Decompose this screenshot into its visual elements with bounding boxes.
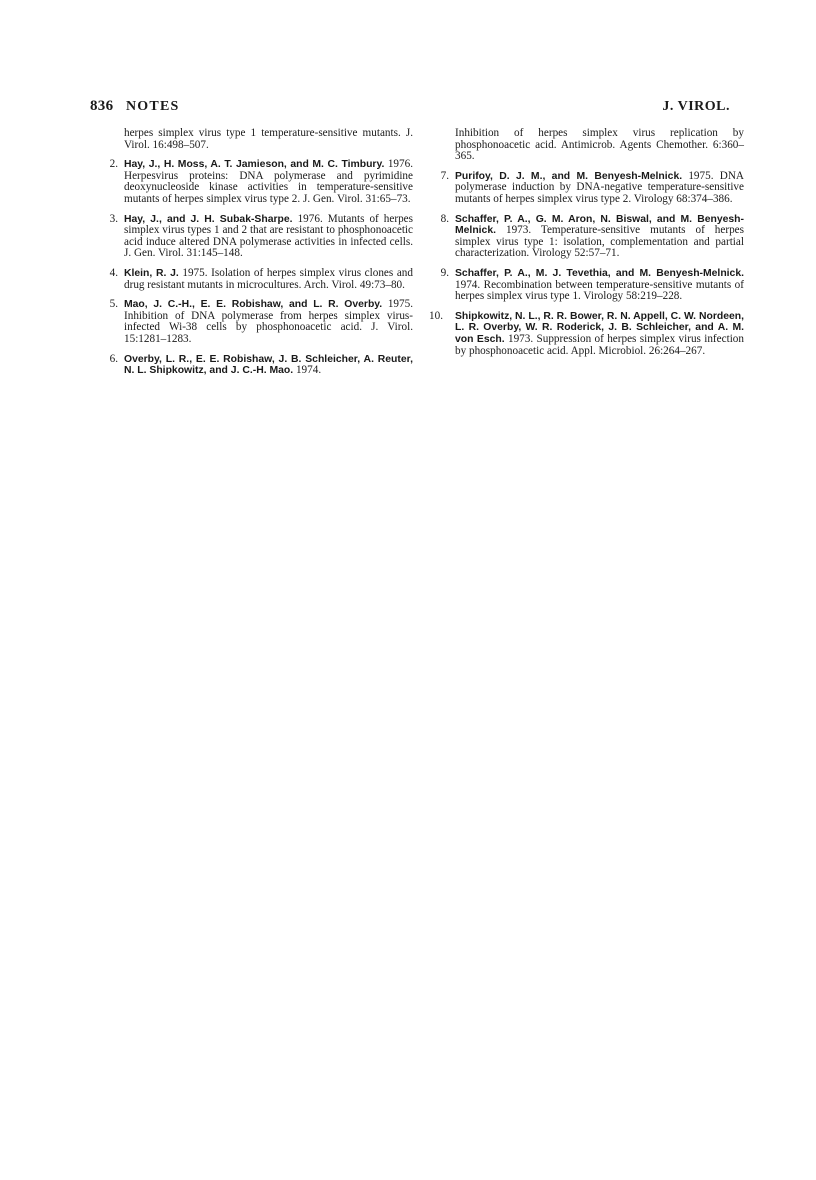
reference-text: 1976. Herpesvirus proteins: DNA polymerase and pyrimidine deoxynucleoside kinase activities in temperature-sensitive mutants of herpes simplex virus type 2. J. Gen. Virol. 31:65–73. [124, 158, 413, 205]
reference-entry [437, 268, 744, 303]
reference-text: 1975. Isolation of herpes simplex virus clones and drug resistant mutants in microcultures. Arch. Virol. 49:73–80. [124, 266, 413, 291]
reference-text: Inhibition of herpes simplex virus replication by phosphonoacetic acid. Antimicrob. Agents Chemother. 6:360–365. [455, 127, 744, 163]
reference-authors: Mao, J. C.-H., E. E. Robishaw, and L. R. Overby. [124, 299, 383, 311]
left-reference-column [106, 128, 413, 385]
reference-entry [106, 354, 413, 377]
reference-authors: Klein, R. J. [124, 267, 179, 279]
reference-entry-continued [106, 128, 413, 151]
reference-entry [106, 299, 413, 345]
reference-text: 1974. [293, 364, 322, 377]
reference-entry [429, 309, 744, 357]
reference-text: 1976. Mutants of herpes simplex virus types 1 and 2 that are resistant to phosphonoacetic acid induce altered DNA polymerase activities in infected cells. J. Gen. Virol. 31:145–148. [124, 212, 413, 260]
reference-text: herpes simplex virus type 1 temperature-sensitive mutants. J. Virol. 16:498–507. [124, 127, 413, 151]
reference-text: 1974. Recombination between temperature-sensitive mutants of herpes simplex virus type 1. Virology 58:219–228. [455, 278, 744, 303]
section-title: NOTES [126, 99, 180, 114]
reference-text: 1975. Inhibition of DNA polymerase from herpes simplex virus-infected Wi-38 cells by phosphonoacetic acid. J. Virol. 15:1281–1283. [124, 298, 413, 345]
reference-text: 1973. Temperature-sensitive mutants of herpes simplex virus type 1: isolation, complementation and partial characterization. Virology 52:57–71. [455, 224, 744, 260]
reference-number: 6. [109, 352, 118, 365]
reference-number: 10. [429, 309, 443, 322]
reference-text: 1973. Suppression of herpes simplex virus infection by phosphonoacetic acid. Appl. Microbiol. 26:264–267. [455, 332, 744, 357]
reference-number: 8. [440, 212, 449, 225]
reference-authors: Shipkowitz, N. L., R. R. Bower, R. N. Appell, C. W. Nordeen, L. R. Overby, W. R. Roderick, J. B. Schleicher, and A. M. von Esch. [455, 310, 744, 345]
journal-abbreviation: J. VIROL. [662, 99, 730, 114]
reference-number: 7. [440, 169, 449, 182]
reference-authors: Hay, J., and J. H. Subak-Sharpe. [124, 213, 293, 225]
page-header [90, 98, 730, 120]
reference-entry [437, 214, 744, 260]
page-number: 836 [90, 98, 114, 114]
reference-authors: Purifoy, D. J. M., and M. Benyesh-Melnick. [455, 170, 683, 182]
reference-entry [437, 171, 744, 206]
reference-entry [106, 268, 413, 291]
reference-number: 4. [109, 266, 118, 279]
right-reference-column [429, 127, 744, 365]
reference-number: 3. [109, 212, 118, 225]
reference-authors: Overby, L. R., E. E. Robishaw, J. B. Schleicher, A. Reuter, N. L. Shipkowitz, and J. C.-H. Mao. [124, 353, 413, 377]
reference-authors: Hay, J., H. Moss, A. T. Jamieson, and M. C. Timbury. [124, 159, 385, 171]
reference-number: 2. [109, 158, 118, 171]
reference-authors: Schaffer, P. A., G. M. Aron, N. Biswal, and M. Benyesh-Melnick. [455, 213, 744, 237]
reference-entry [106, 159, 413, 205]
reference-text: 1975. DNA polymerase induction by DNA-negative temperature-sensitive mutants of herpes simplex virus type 2. Virology 68:374–386. [455, 169, 744, 205]
reference-entry-continued [437, 128, 744, 163]
reference-number: 5. [109, 298, 118, 311]
reference-authors: Schaffer, P. A., M. J. Tevethia, and M. Benyesh-Melnick. [455, 267, 744, 279]
reference-entry [106, 214, 413, 260]
reference-number: 9. [440, 266, 449, 279]
